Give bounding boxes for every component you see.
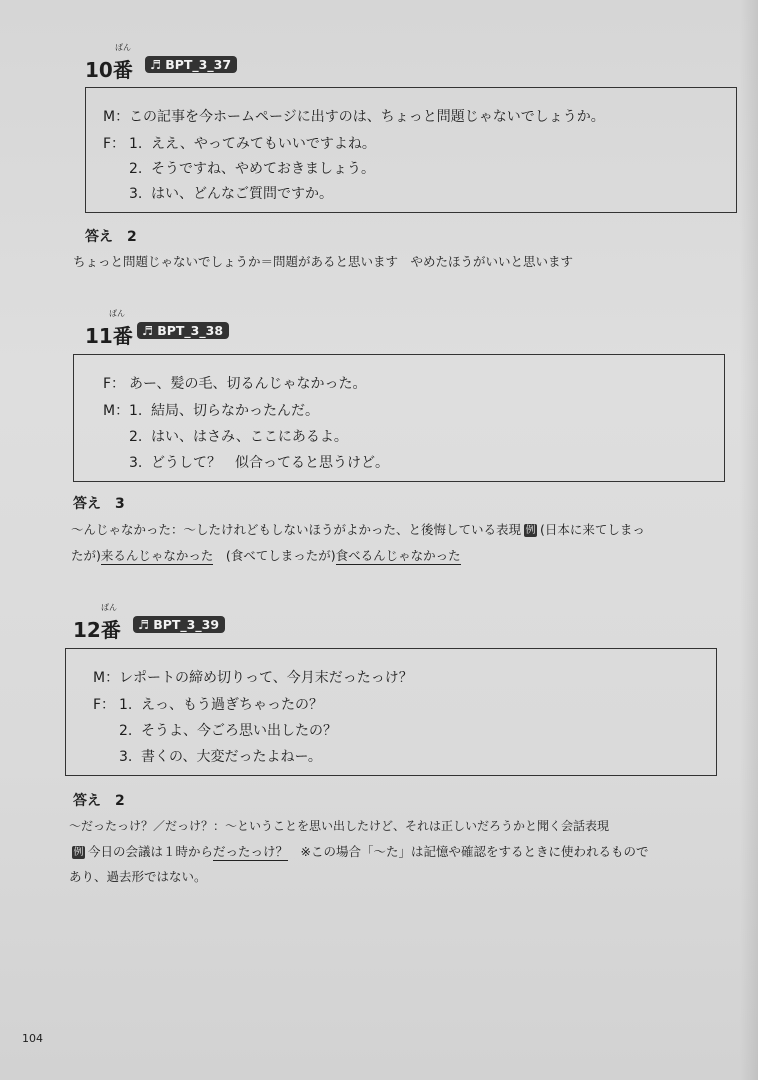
page-edge-shadow [740,0,758,1080]
music-note-icon: ♬ [138,617,150,632]
dialogue-line: F： あー、髪の毛、切るんじゃなかった。 [103,376,367,392]
underlined-example: 食べるんじゃなかった [335,548,461,563]
audio-track-label: BPT_3_37 [165,57,232,72]
dialogue-line: M：この記事を今ホームページに出すのは、ちょっと問題じゃないでしょうか。 [103,109,605,125]
audio-track-tag [137,322,229,339]
dialogue-choice-3: 3. どうして？ 似合ってると思うけど。 [129,455,389,471]
page-number: 104 [22,1032,43,1045]
heading-ruby: ばん [115,43,131,52]
audio-track-tag [133,616,225,633]
dialogue-choice-2: 2. そうよ、今ごろ思い出したの？ [119,723,337,739]
example-badge: 例 [525,525,536,536]
question-heading [85,309,740,354]
dialogue-choice-1: F： 1. えっ、もう過ぎちゃったの？ [93,697,323,713]
dialogue-choice-3: 3. 書くの、大変だったよねー。 [119,749,322,765]
dialogue-line: M：レポートの締め切りって、今月末だったっけ？ [93,670,413,686]
music-note-icon: ♬ [142,323,154,338]
dialogue-choice-2: 2. はい、はさみ、ここにあるよ。 [129,429,348,445]
dialogue-box [85,87,737,213]
audio-track-label: BPT_3_38 [157,323,224,338]
heading-ruby: ばん [101,603,117,612]
question-heading [85,43,740,88]
question-number: 12番 [73,618,121,642]
question-section-11 [71,309,740,563]
underlined-example: 来るんじゃなかった [100,548,214,563]
audio-track-label: BPT_3_39 [153,617,220,632]
explanation-line-3: あり、過去形ではない。 [69,869,207,884]
question-section-10 [73,43,740,269]
explanation-line-2: たが)来るんじゃなかった (食べてしまったが)食べるんじゃなかった [71,548,461,563]
question-number: 10番 [85,58,133,82]
dialogue-box [65,648,717,776]
question-section-12 [69,603,740,884]
dialogue-box [73,354,725,482]
dialogue-choice-1: F： 1. ええ、やってみてもいいですよね。 [103,136,376,152]
explanation-line-2: 例 今日の会議は１時からだったっけ？ ※この場合「～た」は記憶や確認をするときに使われるもので [73,844,649,859]
explanation-line-1: ～だったっけ？／だっけ？：～ということを思い出したけど、それは正しいだろうかと聞く会話表現 [69,819,610,833]
dialogue-choice-1: M：1. 結局、切らなかったんだ。 [103,403,319,419]
explanation-line-1: ～んじゃなかった：～したけれどもしないほうがよかった、と後悔している表現 例 (日本に来てしまっ [71,522,645,537]
dialogue-choice-3: 3. はい、どんなご質問ですか。 [129,186,333,202]
explanation-line: ちょっと問題じゃないでしょうか＝問題があると思います やめたほうがいいと思います [73,254,574,269]
question-heading [73,603,740,648]
question-number: 11番 [85,324,133,348]
example-badge: 例 [73,847,84,858]
answer-label: 答え 2 [73,793,125,809]
answer-label: 答え 3 [73,496,125,512]
heading-ruby: ばん [109,309,125,318]
underlined-example: だったっけ？ [213,844,289,859]
answer-label: 答え 2 [85,229,137,245]
music-note-icon: ♬ [150,57,162,72]
audio-track-tag [145,56,237,73]
dialogue-choice-2: 2. そうですね、やめておきましょう。 [129,161,375,177]
